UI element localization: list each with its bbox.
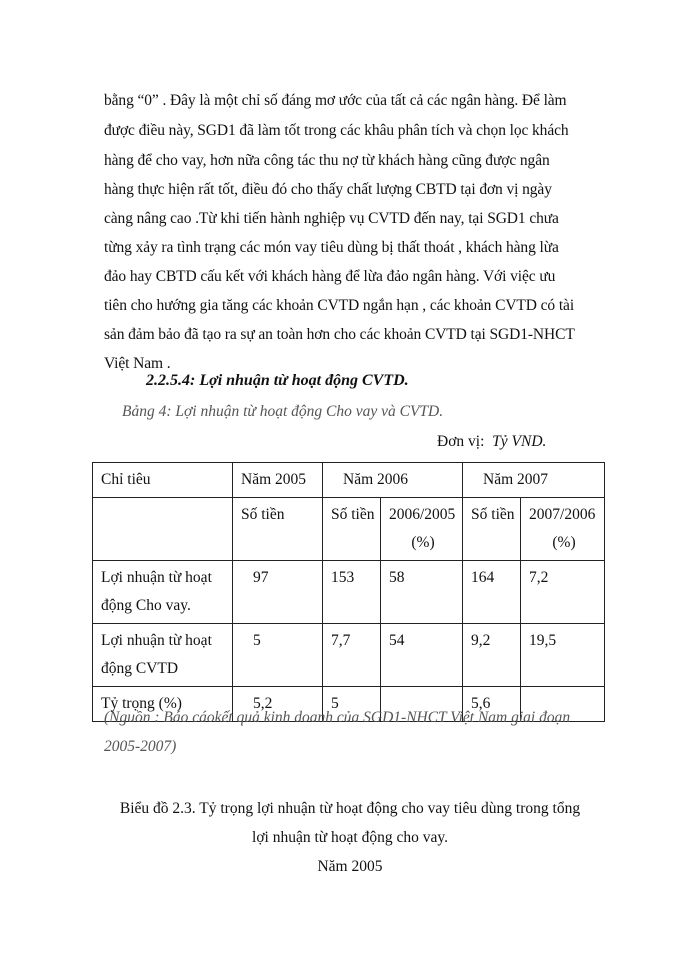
row-label-line: động CVTD bbox=[101, 660, 179, 677]
unit-line bbox=[437, 433, 546, 451]
chart-title-line: Biểu đồ 2.3. Tỷ trọng lợi nhuận từ hoạt động cho vay tiêu dùng trong tổng bbox=[119, 800, 581, 817]
header-year-2005: Năm 2005 bbox=[233, 463, 323, 498]
table-row bbox=[93, 624, 605, 687]
row-label-line: Lợi nhuận từ hoạt bbox=[101, 632, 212, 649]
paragraph-line: đảo hay CBTD cấu kết với khách hàng để lừa đảo ngân hàng. Với việc ưu bbox=[104, 268, 556, 285]
paragraph-line: được điều này, SGD1 đã làm tốt trong các khâu phân tích và chọn lọc khách bbox=[104, 122, 569, 139]
profit-table bbox=[92, 462, 605, 722]
paragraph-line: sản đảm bảo đã tạo ra sự an toàn hơn cho các khoản CVTD tại SGD1-NHCT bbox=[104, 326, 575, 343]
cell-v2007: 164 bbox=[463, 561, 521, 624]
header-indicator: Chỉ tiêu bbox=[93, 463, 233, 498]
paragraph-line: hàng thực hiện rất tốt, điều đó cho thấy chất lượng CBTD tại đơn vị ngày bbox=[104, 181, 552, 198]
row-label: Tỷ trọng (%) bbox=[93, 687, 233, 722]
ratio-2006-percent: (%) bbox=[411, 534, 435, 551]
subheader-amount-2007: Số tiền bbox=[463, 498, 521, 561]
cell-v2005: 97 bbox=[233, 561, 323, 624]
paragraph-line: càng nâng cao .Từ khi tiến hành nghiệp vụ CVTD đến nay, tại SGD1 chưa bbox=[104, 210, 559, 227]
cell-v2006: 153 bbox=[323, 561, 381, 624]
table-subheader-row bbox=[93, 498, 605, 561]
header-year-2007: Năm 2007 bbox=[463, 463, 605, 498]
ratio-2006-label: 2006/2005 bbox=[389, 506, 456, 523]
unit-label: Đơn vị: bbox=[437, 433, 485, 450]
cell-r2006: 54 bbox=[381, 624, 463, 687]
table-caption: Bảng 4: Lợi nhuận từ hoạt động Cho vay và CVTD. bbox=[122, 403, 444, 420]
section-heading: 2.2.5.4: Lợi nhuận từ hoạt động CVTD. bbox=[146, 372, 409, 389]
ratio-2007-percent: (%) bbox=[552, 534, 576, 551]
subheader-ratio-2007 bbox=[521, 498, 605, 561]
cell-v2006: 5 bbox=[323, 687, 381, 722]
row-label-line: động Cho vay. bbox=[101, 597, 191, 614]
cell-v2005: 5,2 bbox=[233, 687, 323, 722]
unit-value: Tỷ VND. bbox=[492, 433, 547, 450]
paragraph-line: từng xảy ra tình trạng các món vay tiêu dùng bị thất thoát , khách hàng lừa bbox=[104, 239, 559, 256]
row-label-line: Lợi nhuận từ hoạt bbox=[101, 569, 212, 586]
chart-title-line: lợi nhuận từ hoạt động cho vay. bbox=[252, 829, 448, 846]
cell-r2006: 58 bbox=[381, 561, 463, 624]
table-header-row bbox=[93, 463, 605, 498]
chart-caption bbox=[90, 794, 610, 881]
table-source-note: (Nguồn : Báo cáokết quả kinh doanh của SGD1-NHCT Việt Nam giai đoạn 2005-2007) bbox=[104, 709, 571, 755]
cell-v2006: 7,7 bbox=[323, 624, 381, 687]
cell-r2007: 19,5 bbox=[521, 624, 605, 687]
subheader-ratio-2006 bbox=[381, 498, 463, 561]
cell-v2007: 5,6 bbox=[463, 687, 521, 722]
header-year-2006: Năm 2006 bbox=[323, 463, 463, 498]
paragraph-line: bằng “0” . Đây là một chỉ số đáng mơ ước của tất cả các ngân hàng. Để làm bbox=[104, 92, 567, 109]
chart-year: Năm 2005 bbox=[317, 858, 383, 875]
row-label bbox=[93, 624, 233, 687]
cell-v2007: 9,2 bbox=[463, 624, 521, 687]
paragraph-line: hàng để cho vay, hơn nữa công tác thu nợ từ khách hàng cũng được ngân bbox=[104, 152, 550, 169]
subheader-amount-2006: Số tiền bbox=[323, 498, 381, 561]
cell-v2005: 5 bbox=[233, 624, 323, 687]
cell-r2007: 7,2 bbox=[521, 561, 605, 624]
subheader-empty bbox=[93, 498, 233, 561]
table-row bbox=[93, 561, 605, 624]
ratio-2007-label: 2007/2006 bbox=[529, 506, 596, 523]
subheader-amount-2005: Số tiền bbox=[233, 498, 323, 561]
paragraph-line: tiên cho hướng gia tăng các khoản CVTD ngắn hạn , các khoản CVTD có tài bbox=[104, 297, 575, 314]
row-label bbox=[93, 561, 233, 624]
paragraph-line: Việt Nam . bbox=[104, 355, 171, 372]
